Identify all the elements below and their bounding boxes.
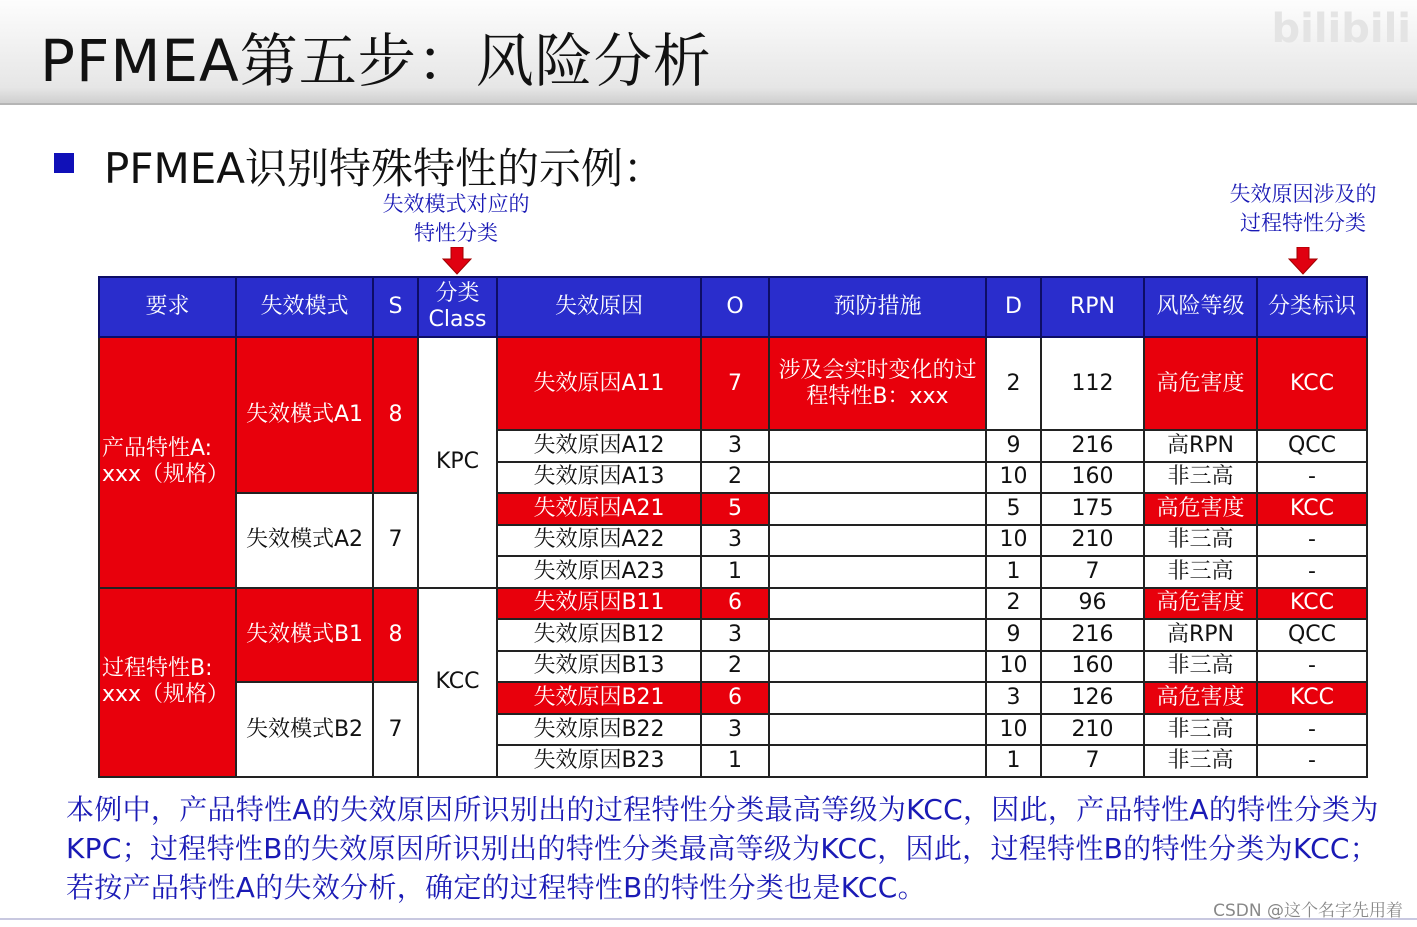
rpn-cell: 210 (1041, 714, 1144, 746)
risk-cell: 高危害度 (1144, 682, 1257, 714)
callout-cause-class (1218, 180, 1388, 238)
occurrence-cell: 3 (701, 714, 769, 746)
mark-cell: - (1257, 462, 1367, 494)
cause-cell: 失效原因A13 (497, 462, 701, 494)
detection-cell: 9 (986, 619, 1041, 651)
table-header-row (99, 277, 1367, 337)
prevention-cell (769, 556, 986, 588)
severity-cell: 7 (373, 682, 418, 777)
csdn-watermark: CSDN @这个名字先用着 (1213, 901, 1403, 921)
detection-cell: 10 (986, 525, 1041, 557)
rpn-cell: 160 (1041, 462, 1144, 494)
footer-divider (0, 918, 1417, 920)
detection-cell: 10 (986, 462, 1041, 494)
rpn-cell: 160 (1041, 651, 1144, 683)
detection-cell: 5 (986, 493, 1041, 525)
col-header: 分类标识 (1257, 277, 1367, 337)
prevention-cell (769, 525, 986, 557)
risk-cell: 非三高 (1144, 556, 1257, 588)
col-header: O (701, 277, 769, 337)
detection-cell: 9 (986, 430, 1041, 462)
col-header: 失效原因 (497, 277, 701, 337)
occurrence-cell: 1 (701, 745, 769, 777)
risk-cell: 高RPN (1144, 430, 1257, 462)
table-row (99, 588, 1367, 620)
down-arrow-icon (442, 247, 472, 275)
detection-cell: 1 (986, 556, 1041, 588)
risk-cell: 非三高 (1144, 462, 1257, 494)
failure-mode-cell: 失效模式B2 (236, 682, 373, 777)
mark-cell: KCC (1257, 682, 1367, 714)
occurrence-cell: 5 (701, 493, 769, 525)
callout-line: 失效模式对应的 (382, 192, 530, 216)
cause-cell: 失效原因A23 (497, 556, 701, 588)
table-row (99, 493, 1367, 525)
failure-mode-cell: 失效模式B1 (236, 588, 373, 683)
cause-cell: 失效原因B22 (497, 714, 701, 746)
col-header: 失效模式 (236, 277, 373, 337)
severity-cell: 8 (373, 337, 418, 493)
risk-cell: 高RPN (1144, 619, 1257, 651)
prevention-cell (769, 588, 986, 620)
col-header: RPN (1041, 277, 1144, 337)
class-cell: KCC (418, 588, 497, 777)
callout-line: 特性分类 (414, 221, 498, 245)
cause-cell: 失效原因B13 (497, 651, 701, 683)
cause-cell: 失效原因A22 (497, 525, 701, 557)
failure-mode-cell: 失效模式A1 (236, 337, 373, 493)
prevention-cell: 涉及会实时变化的过程特性B：xxx (769, 337, 986, 430)
requirement-cell: 过程特性B: xxx（规格） (99, 588, 236, 777)
detection-cell: 10 (986, 714, 1041, 746)
detection-cell: 2 (986, 337, 1041, 430)
risk-cell: 非三高 (1144, 525, 1257, 557)
table-row (99, 337, 1367, 430)
severity-cell: 7 (373, 493, 418, 588)
prevention-cell (769, 745, 986, 777)
occurrence-cell: 7 (701, 337, 769, 430)
requirement-cell: 产品特性A: xxx（规格） (99, 337, 236, 588)
pfmea-table (98, 276, 1368, 778)
mark-cell: KCC (1257, 588, 1367, 620)
risk-cell: 非三高 (1144, 651, 1257, 683)
prevention-cell (769, 493, 986, 525)
occurrence-cell: 3 (701, 525, 769, 557)
prevention-cell (769, 619, 986, 651)
detection-cell: 3 (986, 682, 1041, 714)
mark-cell: - (1257, 556, 1367, 588)
risk-cell: 高危害度 (1144, 493, 1257, 525)
rpn-cell: 126 (1041, 682, 1144, 714)
rpn-cell: 175 (1041, 493, 1144, 525)
cause-cell: 失效原因A12 (497, 430, 701, 462)
table-row (99, 682, 1367, 714)
risk-cell: 高危害度 (1144, 337, 1257, 430)
cause-cell: 失效原因B21 (497, 682, 701, 714)
occurrence-cell: 6 (701, 682, 769, 714)
failure-mode-cell: 失效模式A2 (236, 493, 373, 588)
cause-cell: 失效原因A21 (497, 493, 701, 525)
col-header: 要求 (99, 277, 236, 337)
cause-cell: 失效原因B23 (497, 745, 701, 777)
cause-cell: 失效原因B11 (497, 588, 701, 620)
col-header: 风险等级 (1144, 277, 1257, 337)
risk-cell: 非三高 (1144, 745, 1257, 777)
col-header: S (373, 277, 418, 337)
class-cell: KPC (418, 337, 497, 588)
section-subtitle: PFMEA识别特殊特性的示例： (104, 144, 665, 193)
cause-cell: 失效原因B12 (497, 619, 701, 651)
mark-cell: KCC (1257, 337, 1367, 430)
callout-mode-class (372, 190, 540, 248)
occurrence-cell: 6 (701, 588, 769, 620)
mark-cell: QCC (1257, 619, 1367, 651)
bilibili-logo-watermark: bilibili (1271, 6, 1411, 52)
detection-cell: 1 (986, 745, 1041, 777)
rpn-cell: 7 (1041, 556, 1144, 588)
mark-cell: - (1257, 651, 1367, 683)
prevention-cell (769, 682, 986, 714)
detection-cell: 2 (986, 588, 1041, 620)
risk-cell: 非三高 (1144, 714, 1257, 746)
bullet-square-icon (54, 153, 74, 173)
callout-line: 失效原因涉及的 (1229, 182, 1377, 206)
prevention-cell (769, 462, 986, 494)
callout-line: 过程特性分类 (1240, 211, 1366, 235)
risk-cell: 高危害度 (1144, 588, 1257, 620)
rpn-cell: 7 (1041, 745, 1144, 777)
mark-cell: - (1257, 714, 1367, 746)
prevention-cell (769, 430, 986, 462)
conclusion-note: 本例中，产品特性A的失效原因所识别出的过程特性分类最高等级为KCC，因此，产品特性A的特性分类为KPC；过程特性B的失效原因所识别出的特性分类最高等级为KCC，因此，过程特性B的特性分类为KCC；若按产品特性A的失效分析，确定的过程特性B的特性分类也是KCC。 (66, 793, 1379, 904)
col-header: D (986, 277, 1041, 337)
down-arrow-icon (1288, 247, 1318, 275)
occurrence-cell: 2 (701, 651, 769, 683)
cause-cell: 失效原因A11 (497, 337, 701, 430)
mark-cell: - (1257, 745, 1367, 777)
occurrence-cell: 3 (701, 619, 769, 651)
detection-cell: 10 (986, 651, 1041, 683)
severity-cell: 8 (373, 588, 418, 683)
mark-cell: KCC (1257, 493, 1367, 525)
title-bar (0, 0, 1417, 105)
rpn-cell: 96 (1041, 588, 1144, 620)
prevention-cell (769, 714, 986, 746)
page-title: PFMEA第五步：风险分析 (40, 27, 712, 95)
col-header: 分类 Class (418, 277, 497, 337)
prevention-cell (769, 651, 986, 683)
rpn-cell: 112 (1041, 337, 1144, 430)
col-header: 预防措施 (769, 277, 986, 337)
rpn-cell: 216 (1041, 430, 1144, 462)
rpn-cell: 216 (1041, 619, 1144, 651)
occurrence-cell: 2 (701, 462, 769, 494)
mark-cell: QCC (1257, 430, 1367, 462)
occurrence-cell: 1 (701, 556, 769, 588)
rpn-cell: 210 (1041, 525, 1144, 557)
mark-cell: - (1257, 525, 1367, 557)
occurrence-cell: 3 (701, 430, 769, 462)
